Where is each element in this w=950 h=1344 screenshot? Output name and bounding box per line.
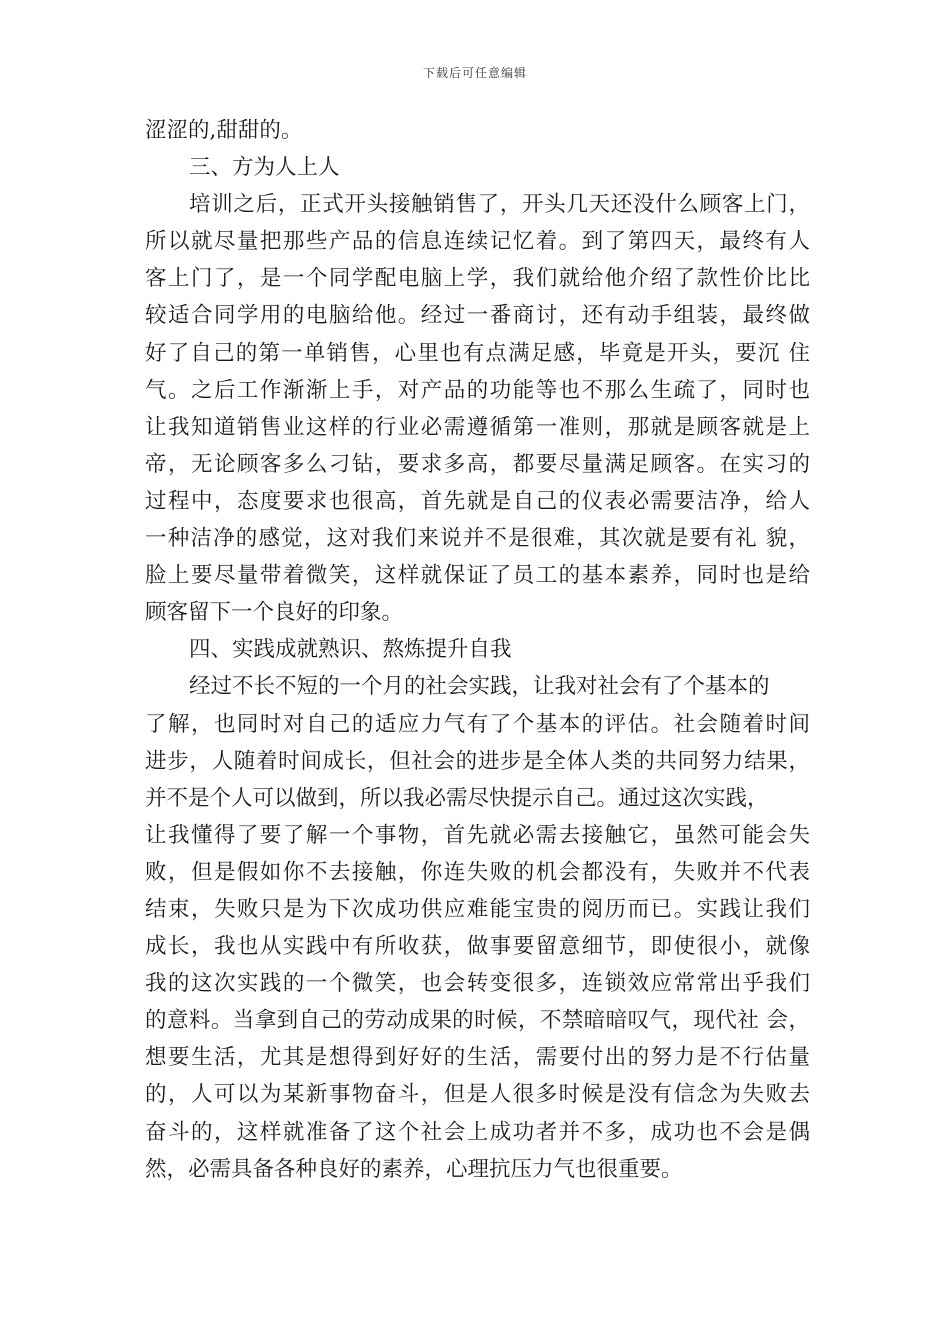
text-line: 的意料。当拿到自己的劳动成果的时候，不禁暗暗叹气，现代社 会， xyxy=(145,1008,810,1034)
text-line: 我的这次实践的一个微笑，也会转变很多，连锁效应常常出乎我们 xyxy=(145,971,810,997)
text-line: 一种洁净的感觉，这对我们来说并不是很难，其次就是要有礼 貌， xyxy=(145,526,810,552)
text-line: 脸上要尽量带着微笑，这样就保证了员工的基本素养，同时也是给 xyxy=(145,563,810,589)
text-line: 让我知道销售业这样的行业必需遵循第一准则，那就是顾客就是上 xyxy=(145,414,810,440)
text-line: 客上门了，是一个同学配电脑上学，我们就给他介绍了款性价比比 xyxy=(145,266,810,292)
text-line: 了解，也同时对自己的适应力气有了个基本的评估。社会随着时间 xyxy=(145,711,810,737)
text-line: 想要生活，尤其是想得到好好的生活，需要付出的努力是不行估量 xyxy=(145,1045,810,1071)
text-line: 进步，人随着时间成长，但社会的进步是全体人类的共同努力结果， xyxy=(145,748,810,774)
text-line: 好了自己的第一单销售，心里也有点满足感，毕竟是开头，要沉 住 xyxy=(145,340,810,366)
text-line: 帝，无论顾客多么刁钻，要求多高，都要尽量满足顾客。在实习的 xyxy=(145,451,810,477)
text-line: 较适合同学用的电脑给他。经过一番商讨，还有动手组装，最终做 xyxy=(145,303,810,329)
page-header: 下载后可任意编辑 xyxy=(422,66,527,80)
text-line: 然，必需具备各种良好的素养，心理抗压力气也很重要。 xyxy=(145,1156,683,1182)
text-line: 过程中，态度要求也很高，首先就是自己的仪表必需要洁净，给人 xyxy=(145,488,810,514)
document-body xyxy=(145,112,810,1188)
text-line: 并不是个人可以做到，所以我必需尽快提示自己。通过这次实践， xyxy=(145,785,769,811)
text-line: 气。之后工作渐渐上手，对产品的功能等也不那么生疏了，同时也 xyxy=(145,377,810,403)
text-line: 涩涩的,甜甜的。 xyxy=(145,118,303,143)
text-line: 奋斗的，这样就准备了这个社会上成功者并不多，成功也不会是偶 xyxy=(145,1119,810,1145)
section-heading: 三、方为人上人 xyxy=(189,155,340,181)
text-line: 经过不长不短的一个月的社会实践，让我对社会有了个基本的 xyxy=(189,674,770,700)
text-line: 顾客留下一个良好的印象。 xyxy=(145,600,404,626)
text-line: 败，但是假如你不去接触，你连失败的机会都没有，失败并不代表 xyxy=(145,859,810,885)
section-heading: 四、实践成就熟识、熬炼提升自我 xyxy=(189,637,512,663)
text-line: 所以就尽量把那些产品的信息连续记忆着。到了第四天，最终有人 xyxy=(145,229,810,255)
text-line: 成长，我也从实践中有所收获，做事要留意细节，即使很小，就像 xyxy=(145,934,810,960)
text-line: 结束，失败只是为下次成功供应难能宝贵的阅历而已。实践让我们 xyxy=(145,896,810,922)
text-line: 的，人可以为某新事物奋斗，但是人很多时候是没有信念为失败去 xyxy=(145,1082,810,1108)
text-line: 让我懂得了要了解一个事物，首先就必需去接触它，虽然可能会失 xyxy=(145,822,810,848)
text-line: 培训之后，正式开头接触销售了，开头几天还没什么顾客上门， xyxy=(189,192,810,218)
